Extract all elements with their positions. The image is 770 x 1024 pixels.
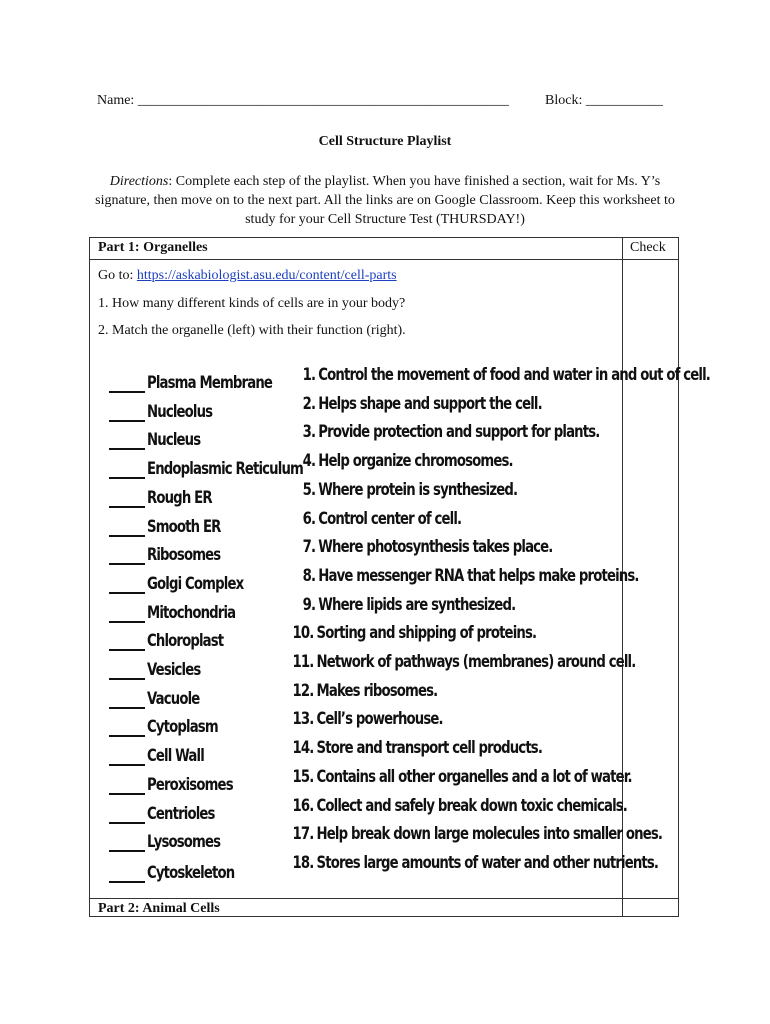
organelle-name: Nucleus [147,430,201,451]
check-column-heading: Check [630,240,666,255]
answer-blank[interactable] [109,721,145,737]
organelle-item [109,537,241,565]
answer-blank[interactable] [109,607,145,623]
function-item [290,652,635,672]
organelle-item [109,480,230,508]
function-text: Help organize chromosomes. [318,451,513,472]
answer-blank[interactable] [109,836,145,852]
question-2: 2. Match the organelle (left) with their function (right). [98,323,406,338]
row-divider [90,898,678,899]
function-item [298,509,461,529]
organelle-item [109,767,257,795]
part2-heading: Part 2: Animal Cells [98,901,220,916]
askabiologist-link[interactable]: https://askabiologist.asu.edu/content/cell-parts [136,268,397,283]
function-item [290,623,536,643]
function-text: Where photosynthesis takes place. [318,537,553,558]
function-number: 6. [302,508,316,529]
goto-line [98,268,397,284]
organelle-item [109,509,241,537]
function-number: 7. [302,537,316,558]
function-number: 3. [302,422,316,443]
organelle-name: Cytoplasm [147,717,218,738]
function-item [298,566,639,586]
organelle-item [109,365,307,393]
part1-heading: Part 1: Organelles [98,240,208,255]
function-number: 9. [302,594,316,615]
function-number: 14. [292,738,314,759]
directions-text: : Complete each step of the playlist. When you have finished a section, wait for Ms. Y’s signature, then move on to the next part. All the links are on Google Classroom. Keep this worksheet to study for your Cell Structure Test (THURSDAY!) [95,174,675,227]
answer-blank[interactable] [109,521,145,537]
function-text: Provide protection and support for plants. [318,422,600,443]
function-item [298,365,710,385]
function-text: Where protein is synthesized. [318,479,518,500]
organelle-item [109,595,260,623]
function-number: 18. [292,852,314,873]
function-item [290,767,632,787]
function-item [290,853,658,873]
function-text: Stores large amounts of water and other nutrients. [316,852,659,873]
organelle-item [109,394,231,422]
organelle-name: Smooth ER [147,516,221,537]
organelle-item [109,623,245,651]
function-number: 4. [302,451,316,472]
function-number: 8. [302,565,316,586]
function-number: 10. [292,623,314,644]
organelle-name: Vesicles [147,660,201,680]
function-text: Sorting and shipping of proteins. [316,623,537,644]
page-title: Cell Structure Playlist [318,134,452,149]
goto-label: Go to: [98,268,137,283]
organelle-name: Mitochondria [147,602,236,623]
function-item [298,480,517,500]
organelle-item [109,796,234,824]
function-text: Where lipids are synthesized. [318,594,516,615]
organelle-name: Nucleolus [147,401,213,422]
function-number: 5. [302,479,316,500]
answer-blank[interactable] [109,750,145,766]
organelle-name: Endoplasmic Reticulum [147,459,303,480]
answer-blank[interactable] [109,492,145,508]
function-number: 11. [292,652,314,672]
answer-blank[interactable] [109,779,145,795]
organelle-name: Chloroplast [147,631,224,652]
answer-blank[interactable] [109,693,145,709]
function-item [298,394,542,414]
header-line [97,93,677,109]
function-item [290,709,443,729]
answer-blank[interactable] [109,377,145,393]
organelle-name: Lysosomes [147,832,221,853]
function-text: Store and transport cell products. [316,738,543,759]
function-text: Helps shape and support the cell. [318,393,542,414]
function-item [290,738,542,758]
function-item [290,824,662,844]
organelle-name: Rough ER [147,487,212,508]
organelle-item [109,681,214,709]
function-item [298,595,515,615]
row-divider [90,259,678,260]
question-1: 1. How many different kinds of cells are in your body? [98,296,406,311]
function-text: Cell’s powerhouse. [316,709,443,730]
organelle-name: Cytoskeleton [147,863,235,883]
function-number: 17. [292,824,314,845]
organelle-name: Golgi Complex [147,573,244,594]
answer-blank[interactable] [109,867,145,883]
organelle-item [109,855,259,883]
function-number: 12. [292,680,314,701]
function-number: 16. [292,795,314,816]
organelle-item [109,738,220,766]
function-item [290,681,437,701]
function-item [298,451,513,471]
organelle-name: Peroxisomes [147,774,233,795]
directions [92,172,678,229]
directions-lead: Directions [109,174,169,189]
answer-blank[interactable] [109,664,145,680]
function-item [298,537,552,557]
worksheet-table [89,237,710,917]
block-field-label[interactable]: Block: ___________ [545,93,663,108]
function-text: Collect and safely break down toxic chemicals. [316,795,627,816]
function-number: 15. [292,766,314,787]
function-number: 13. [292,709,314,730]
function-text: Makes ribosomes. [316,680,438,701]
function-text: Control the movement of food and water in and out of cell. [318,365,710,385]
answer-blank[interactable] [109,406,145,422]
function-text: Help break down large molecules into smaller ones. [316,824,663,845]
organelle-name: Centrioles [147,803,215,824]
function-text: Network of pathways (membranes) around cell. [316,652,636,672]
function-number: 1. [302,365,316,385]
function-item [290,796,627,816]
organelle-item [109,422,215,450]
answer-blank[interactable] [109,463,145,479]
function-text: Control center of cell. [318,508,462,529]
organelle-item [109,652,215,680]
answer-blank[interactable] [109,635,145,651]
function-text: Have messenger RNA that helps make proteins. [318,565,639,586]
answer-blank[interactable] [109,578,145,594]
answer-blank[interactable] [109,549,145,565]
organelle-item [109,566,270,594]
name-field-label[interactable]: Name: _____________________________________________________ [97,93,509,108]
organelle-item [109,709,238,737]
organelle-name: Ribosomes [147,545,221,566]
function-text: Contains all other organelles and a lot of water. [316,766,632,787]
organelle-item [109,824,241,852]
function-item [298,422,599,442]
answer-blank[interactable] [109,434,145,450]
organelle-name: Plasma Membrane [147,373,273,393]
answer-blank[interactable] [109,808,145,824]
organelle-name: Cell Wall [147,746,204,767]
organelle-name: Vacuole [147,688,200,709]
function-number: 2. [302,393,316,414]
